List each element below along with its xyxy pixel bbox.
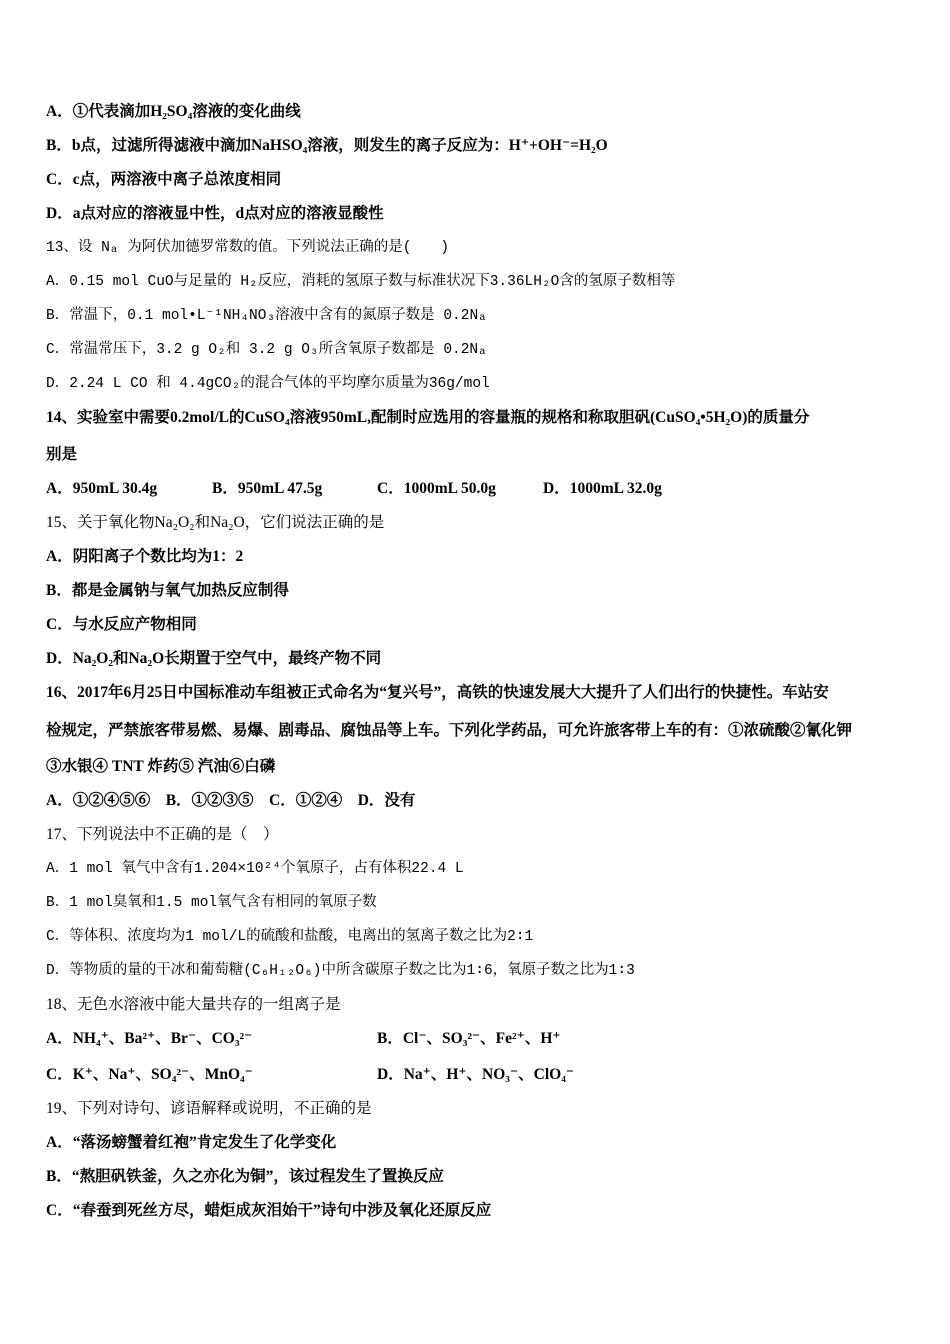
q12-option-a: A．①代表滴加H₂SO₄溶液的变化曲线 xyxy=(46,103,301,120)
q12-option-b: B．b点，过滤所得滤液中滴加NaHSO₄溶液，则发生的离子反应为：H⁺+OH⁻=H₂O xyxy=(46,137,608,154)
q14-option-b: B．950mL 47.5g xyxy=(212,480,323,497)
q14-stem-line-2: 别是 xyxy=(46,446,78,463)
q15-option-c: C．与水反应产物相同 xyxy=(46,616,197,633)
q15-option-d: D．Na₂O₂和Na₂O长期置于空气中，最终产物不同 xyxy=(46,650,382,667)
q16-options: A．①②④⑤⑥ B．①②③⑤ C．①②④ D．没有 xyxy=(46,792,416,809)
q18-option-d: D．Na⁺、H⁺、NO₃⁻、ClO₄⁻ xyxy=(377,1066,575,1083)
q14-option-c: C．1000mL 50.0g xyxy=(377,480,496,497)
q14-stem-line-1: 14、实验室中需要0.2mol/L的CuSO₄溶液950mL,配制时应选用的容量瓶的规格和称取胆矾(CuSO₄•5H₂O)的质量分 xyxy=(46,409,810,426)
q12-option-c: C．c点，两溶液中离子总浓度相同 xyxy=(46,171,282,188)
q19-option-a: A．“落汤螃蟹着红袍”肯定发生了化学变化 xyxy=(46,1134,337,1151)
q13-option-c: C．常温常压下，3.2 g O₂和 3.2 g O₃所含氧原子数都是 0.2Nₐ xyxy=(46,342,487,358)
q15-option-b: B．都是金属钠与氧气加热反应制得 xyxy=(46,582,289,599)
q18-option-b: B．Cl⁻、SO₃²⁻、Fe²⁺、H⁺ xyxy=(377,1030,561,1047)
q19-option-b: B．“熬胆矾铁釜，久之亦化为铜”，该过程发生了置换反应 xyxy=(46,1168,444,1185)
q18-option-c: C．K⁺、Na⁺、SO₄²⁻、MnO₄⁻ xyxy=(46,1066,253,1083)
q17-option-b: B．1 mol臭氧和1.5 mol氧气含有相同的氧原子数 xyxy=(46,895,377,911)
q14-option-d: D．1000mL 32.0g xyxy=(543,480,662,497)
q13-option-b: B．常温下，0.1 mol•L⁻¹NH₄NO₃溶液中含有的氮原子数是 0.2Nₐ xyxy=(46,308,487,324)
q19-stem: 19、下列对诗句、谚语解释或说明，不正确的是 xyxy=(46,1100,372,1117)
q14-option-a: A．950mL 30.4g xyxy=(46,480,158,497)
q17-option-d: D．等物质的量的干冰和葡萄糖(C₆H₁₂O₆)中所含碳原子数之比为1∶6，氧原子数之比为1∶3 xyxy=(46,963,635,979)
q15-stem: 15、关于氧化物Na₂O₂和Na₂O，它们说法正确的是 xyxy=(46,514,385,531)
q12-option-d: D．a点对应的溶液显中性，d点对应的溶液显酸性 xyxy=(46,205,384,222)
q16-stem-line-2: 检规定，严禁旅客带易燃、易爆、剧毒品、腐蚀品等上车。下列化学药品，可允许旅客带上车的有：①浓硫酸②氰化钾 xyxy=(46,722,853,739)
q19-option-c: C．“春蚕到死丝方尽，蜡炬成灰泪始干”诗句中涉及氧化还原反应 xyxy=(46,1202,492,1219)
q13-option-a: A．0.15 mol CuO与足量的 H₂反应，消耗的氢原子数与标准状况下3.36LH₂O含的氢原子数相等 xyxy=(46,274,676,290)
q16-stem-line-3: ③水银④ TNT 炸药⑤ 汽油⑥白磷 xyxy=(46,758,276,775)
q18-stem: 18、无色水溶液中能大量共存的一组离子是 xyxy=(46,996,341,1013)
q13-stem: 13、设 Nₐ 为阿伏加德罗常数的值。下列说法正确的是( ) xyxy=(46,240,450,256)
q17-stem: 17、下列说法中不正确的是（ ） xyxy=(46,826,279,843)
q17-option-c: C．等体积、浓度均为1 mol/L的硫酸和盐酸，电离出的氢离子数之比为2∶1 xyxy=(46,929,534,945)
q18-option-a: A．NH₄⁺、Ba²⁺、Br⁻、CO₃²⁻ xyxy=(46,1030,253,1047)
q13-option-d: D．2.24 L CO 和 4.4gCO₂的混合气体的平均摩尔质量为36g/mol xyxy=(46,376,490,392)
q16-stem-line-1: 16、2017年6月25日中国标准动车组被正式命名为“复兴号”，高铁的快速发展大大提升了人们出行的快捷性。车站安 xyxy=(46,684,829,701)
q17-option-a: A．1 mol 氧气中含有1.204×10²⁴个氧原子，占有体积22.4 L xyxy=(46,861,464,877)
q15-option-a: A．阴阳离子个数比均为1：2 xyxy=(46,548,244,565)
